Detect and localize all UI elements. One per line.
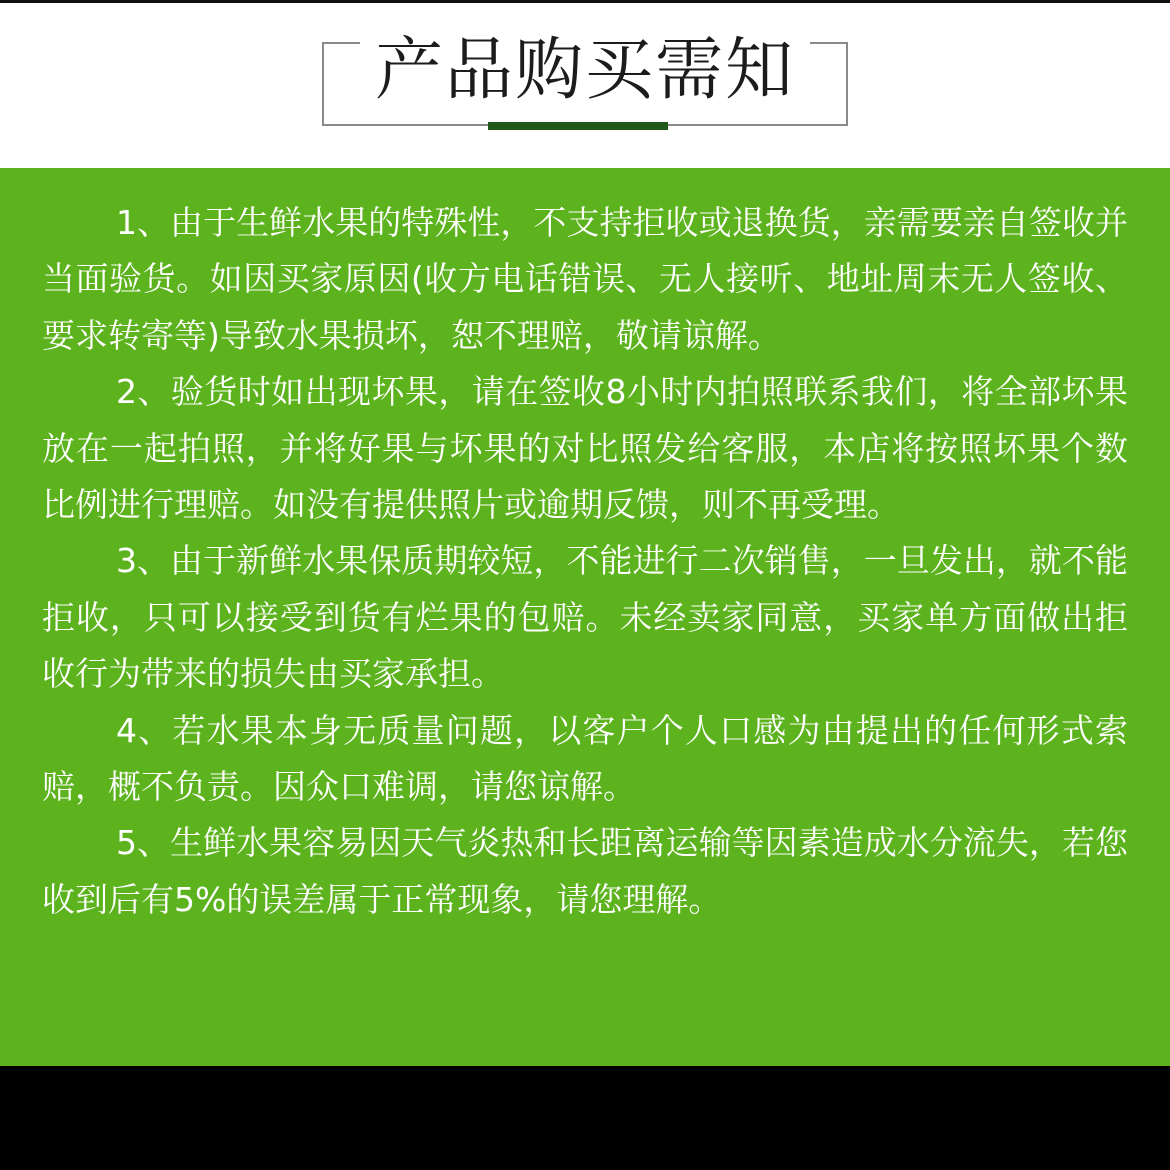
notice-item-3: 3、由于新鲜水果保质期较短，不能进行二次销售，一旦发出，就不能拒收，只可以接受到货有烂果的包赔。未经卖家同意，买家单方面做出拒收行为带来的损失由买家承担。 <box>42 541 1128 694</box>
notice-item-2: 2、验货时如出现坏果，请在签收8小时内拍照联系我们，将全部坏果放在一起拍照，并将好果与坏果的对比照发给客服，本店将按照坏果个数比例进行理赔。如没有提供照片或逾期反馈，则不再受理。 <box>42 372 1128 525</box>
notice-list <box>42 195 1128 928</box>
notice-item-5: 5、生鲜水果容易因天气炎热和长距离运输等因素造成水分流失，若您收到后有5%的误差属于正常现象，请您理解。 <box>42 823 1128 919</box>
title-underline <box>488 122 668 130</box>
top-strip <box>0 0 1170 3</box>
page-title: 产品购买需知 <box>374 31 795 110</box>
notice-item-4: 4、若水果本身无质量问题，以客户个人口感为由提出的任何形式索赔，概不负责。因众口难调，请您谅解。 <box>42 710 1128 807</box>
notice-item-1: 1、由于生鲜水果的特殊性，不支持拒收或退换货，亲需要亲自签收并当面验货。如因买家原因(收方电话错误、无人接听、地址周末无人签收、要求转寄等)导致水果损坏，恕不理赔，敬请谅解。 <box>42 203 1128 355</box>
bottom-band <box>0 1066 1170 1170</box>
